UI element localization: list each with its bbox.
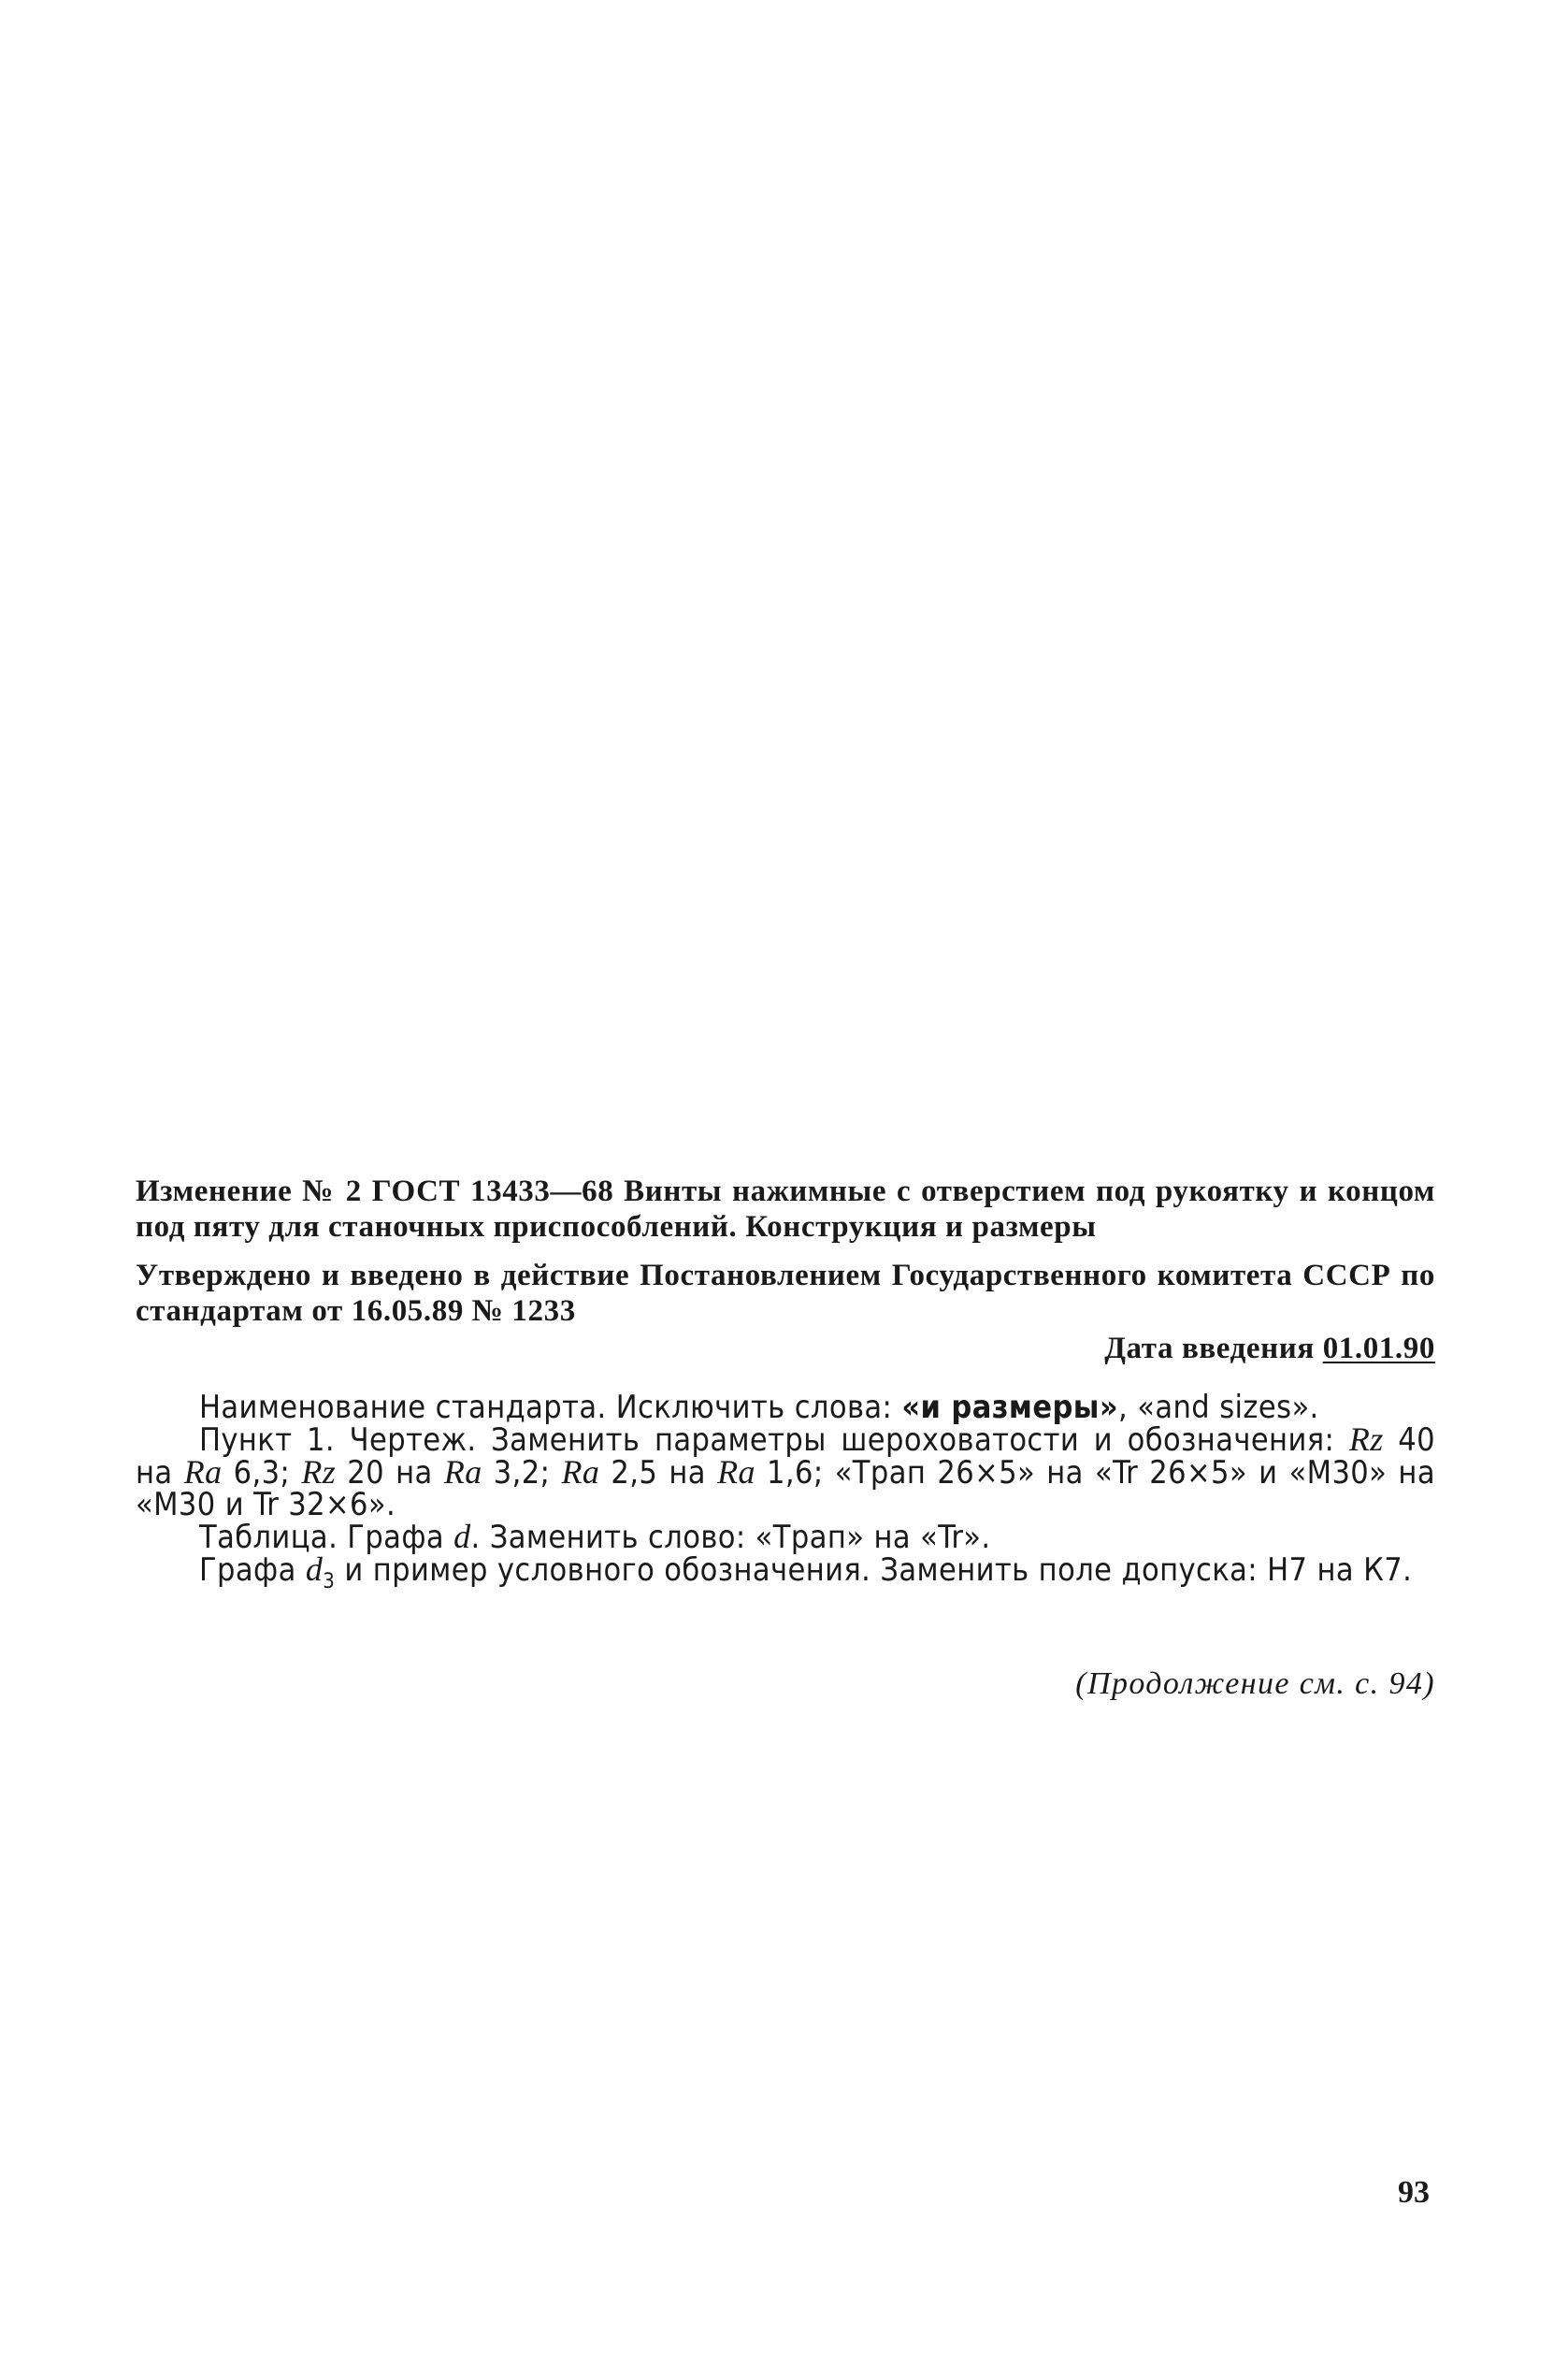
amendment-heading [136,1174,1435,1245]
roughness-symbol: Rz [1348,1420,1384,1458]
paragraph-text: Таблица. Графа [199,1519,454,1556]
column-symbol: d [453,1518,471,1555]
subscript: 3 [323,1569,336,1593]
roughness-symbol: Ra [561,1453,600,1491]
paragraph-text: 2,5 на [599,1454,718,1492]
continuation-note: (Продолжение см. с. 94) [1075,1666,1435,1701]
roughness-symbol: Ra [183,1453,223,1491]
paragraph-text: . Заменить слово: «Трап» на «Tr». [470,1519,991,1556]
amendment-body [136,1391,1435,1598]
approval-text: Утверждено и введено в действие Постановлением Государственного комитета СССР по стандартам от 16.05.89 № 1233 [136,1259,1435,1328]
paragraph-text: 40 на [136,1421,1435,1492]
paragraph-text: и пример условного обозначения. Заменить поле допуска: Н7 на К7. [335,1551,1413,1589]
effective-date-value: 01.01.90 [1322,1332,1435,1365]
page-number: 93 [1398,2175,1430,2210]
paragraph-text: 3,2; [482,1454,562,1492]
roughness-symbol: Ra [443,1453,482,1491]
paragraph-text: 6,3; [222,1454,302,1492]
paragraph-text: , «and sizes». [1117,1389,1319,1426]
paragraph-column-d3 [136,1550,1435,1598]
effective-date-label: Дата введения [1104,1332,1315,1365]
bold-phrase: «и размеры» [901,1389,1118,1426]
paragraph-clause-1 [136,1420,1435,1523]
paragraph-text: Наименование стандарта. Исключить слова: [199,1389,902,1426]
standard-title: Винты нажимные с отверстием под рукоятку и концом под пяту для станочных приспособлений. Конструкция и размеры [136,1175,1435,1244]
paragraph-text: Графа [199,1551,306,1589]
approval-statement [136,1258,1435,1329]
paragraph-text: Пункт 1. Чертеж. Заменить параметры шероховатости и обозначения: [199,1421,1349,1459]
amendment-number: Изменение № 2 ГОСТ 13433—68 [136,1175,614,1208]
paragraph-text: 20 на [336,1454,444,1492]
effective-date-line [136,1331,1435,1366]
paragraph-standard-name [136,1389,1435,1426]
roughness-symbol: Ra [717,1453,755,1491]
column-symbol: d [305,1550,324,1588]
paragraph-text: 1,6; «Трап 26×5» на «Tr 26×5» и «М30» на «М30 и Tr 32×6». [136,1454,1435,1523]
paragraph-table [136,1518,1435,1556]
roughness-symbol: Rz [301,1453,337,1491]
